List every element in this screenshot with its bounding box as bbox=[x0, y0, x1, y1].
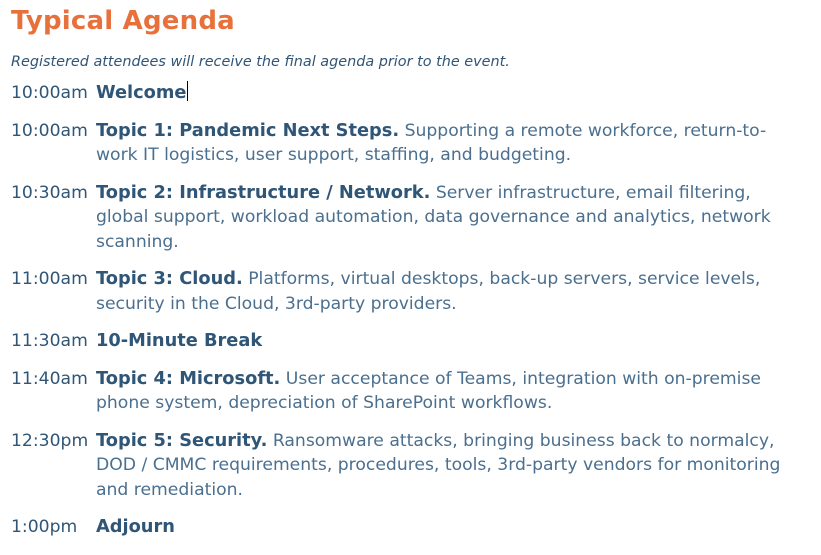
agenda-heading: Topic 4: Microsoft. bbox=[96, 367, 281, 389]
agenda-item-topic-2 bbox=[11, 181, 821, 255]
agenda-description: Supporting a remote workforce, return-to-work IT logistics, user support, staffing, and budgeting. bbox=[96, 120, 767, 165]
agenda-item-topic-3 bbox=[11, 267, 821, 316]
agenda-time: 1:00pm bbox=[11, 517, 78, 537]
agenda-time: 10:00am bbox=[11, 83, 88, 103]
agenda-item-topic-5 bbox=[11, 429, 821, 503]
agenda-item-topic-4 bbox=[11, 367, 821, 416]
agenda-note: Registered attendees will receive the final agenda prior to the event. bbox=[11, 54, 510, 70]
agenda-content[interactable] bbox=[96, 81, 806, 106]
agenda-item-welcome bbox=[11, 81, 821, 106]
agenda-time: 11:30am bbox=[11, 331, 88, 351]
agenda-content bbox=[96, 515, 806, 540]
agenda-content bbox=[96, 119, 806, 168]
agenda-content bbox=[96, 329, 806, 354]
agenda-description: User acceptance of Teams, integration with on-premise phone system, depreciation of SharePoint workflows. bbox=[96, 368, 761, 413]
agenda-description: Server infrastructure, email filtering, global support, workload automation, data governance and analytics, network scanning. bbox=[96, 182, 771, 252]
agenda-content bbox=[96, 429, 806, 503]
agenda-heading: Adjourn bbox=[96, 516, 175, 537]
agenda-item-topic-1 bbox=[11, 119, 821, 168]
agenda-item-break bbox=[11, 329, 821, 354]
agenda-time: 10:00am bbox=[11, 120, 88, 141]
agenda-list bbox=[11, 81, 821, 540]
agenda-content bbox=[96, 181, 806, 255]
agenda-heading: Welcome bbox=[96, 82, 187, 103]
agenda-content bbox=[96, 367, 806, 416]
agenda-heading: Topic 2: Infrastructure / Network. bbox=[96, 181, 431, 203]
agenda-description: Platforms, virtual desktops, back-up servers, service levels, security in the Cloud, 3rd-party providers. bbox=[96, 269, 761, 314]
agenda-time: 12:30pm bbox=[11, 430, 89, 451]
text-cursor bbox=[187, 81, 188, 101]
agenda-heading: Topic 5: Security. bbox=[96, 429, 268, 451]
page-title: Typical Agenda bbox=[11, 6, 235, 36]
agenda-item-adjourn bbox=[11, 515, 821, 540]
agenda-time: 10:30am bbox=[11, 182, 88, 203]
agenda-heading: Topic 1: Pandemic Next Steps. bbox=[96, 119, 400, 141]
agenda-heading: Topic 3: Cloud. bbox=[96, 268, 243, 289]
agenda-description: Ransomware attacks, bringing business back to normalcy, DOD / CMMC requirements, procedures, tools, 3rd-party vendors for monitoring and remediation. bbox=[96, 430, 781, 500]
agenda-heading: 10-Minute Break bbox=[96, 330, 263, 351]
agenda-time: 11:40am bbox=[11, 368, 88, 389]
agenda-time: 11:00am bbox=[11, 269, 88, 289]
agenda-content bbox=[96, 267, 806, 316]
